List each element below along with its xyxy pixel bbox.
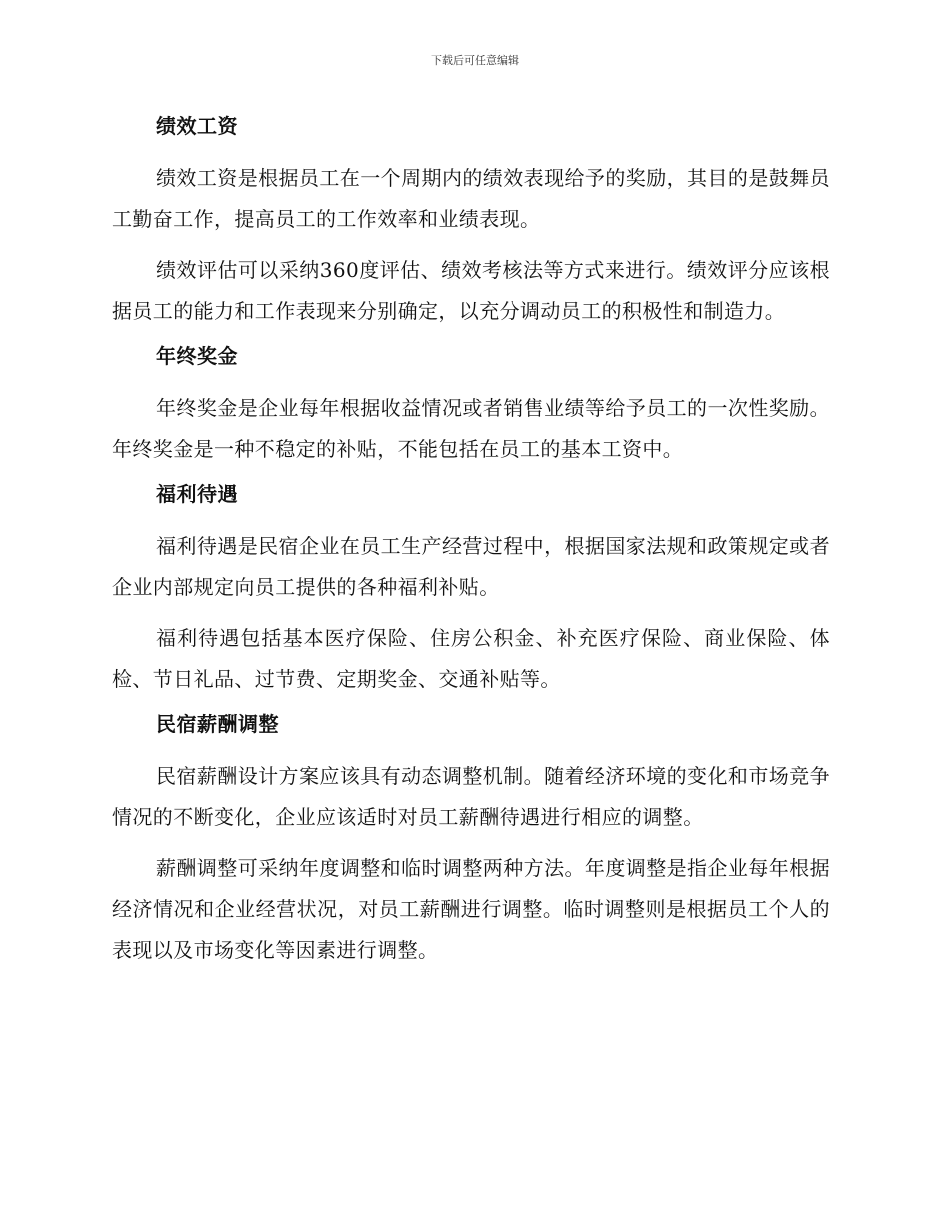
- section-title: 绩效工资: [156, 114, 238, 138]
- section-title: 民宿薪酬调整: [156, 712, 279, 736]
- section-performance-pay: [112, 112, 830, 332]
- section-year-end-bonus: [112, 342, 830, 470]
- paragraph: 年终奖金是企业每年根据收益情况或者销售业绩等给予员工的一次性奖励。年终奖金是一种不稳定的补贴，不能包括在员工的基本工资中。: [112, 396, 830, 461]
- section-title: 福利待遇: [156, 482, 238, 506]
- page-header: 下载后可任意编辑: [431, 54, 519, 67]
- section-welfare-benefits: [112, 480, 830, 700]
- document-body: [112, 108, 830, 981]
- paragraph: 绩效评估可以采纳360度评估、绩效考核法等方式来进行。绩效评分应该根据员工的能力和工作表现来分别确定，以充分调动员工的积极性和制造力。: [112, 258, 830, 323]
- paragraph: 绩效工资是根据员工在一个周期内的绩效表现给予的奖励，其目的是鼓舞员工勤奋工作，提高员工的工作效率和业绩表现。: [112, 166, 830, 231]
- section-salary-adjustment: [112, 710, 830, 971]
- paragraph: 薪酬调整可采纳年度调整和临时调整两种方法。年度调整是指企业每年根据经济情况和企业经营状况，对员工薪酬进行调整。临时调整则是根据员工个人的表现以及市场变化等因素进行调整。: [112, 856, 830, 962]
- paragraph: 福利待遇包括基本医疗保险、住房公积金、补充医疗保险、商业保险、体检、节日礼品、过节费、定期奖金、交通补贴等。: [112, 626, 830, 691]
- section-title: 年终奖金: [156, 344, 238, 368]
- paragraph: 福利待遇是民宿企业在员工生产经营过程中，根据国家法规和政策规定或者企业内部规定向员工提供的各种福利补贴。: [112, 534, 830, 599]
- paragraph: 民宿薪酬设计方案应该具有动态调整机制。随着经济环境的变化和市场竞争情况的不断变化，企业应该适时对员工薪酬待遇进行相应的调整。: [112, 764, 830, 829]
